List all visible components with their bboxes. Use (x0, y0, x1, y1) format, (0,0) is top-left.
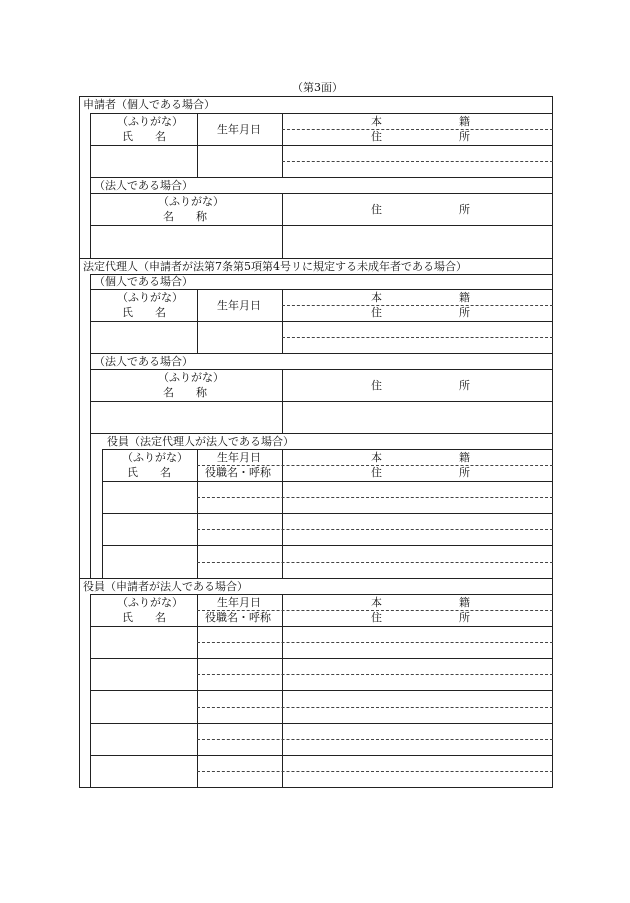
divider (90, 626, 553, 627)
legal-rep-address-label: 住 所 (371, 306, 470, 319)
applicant-heading: 申請者（個人である場合） (83, 98, 215, 111)
divider (90, 594, 553, 595)
applicant-corporate-heading: （法人である場合） (94, 179, 193, 192)
legal-rep-officer-birth-label: 生年月日 (217, 451, 261, 464)
dashed-divider (282, 161, 553, 162)
divider (197, 594, 198, 788)
dashed-divider (197, 529, 553, 530)
legal-rep-corporate-furigana-label: （ふりがな） (158, 371, 224, 384)
divider (90, 690, 553, 691)
applicant-corporate-address-label: 住 所 (371, 203, 470, 216)
divider (90, 225, 553, 226)
divider (90, 723, 553, 724)
divider (90, 658, 553, 659)
applicant-corporate-name-label: 名 称 (163, 210, 207, 223)
dashed-divider (197, 562, 553, 563)
legal-rep-name-label: 氏 名 (122, 306, 166, 319)
dashed-divider (197, 739, 553, 740)
officer-birth-label: 生年月日 (217, 596, 261, 609)
legal-rep-corporate-address-label: 住 所 (371, 379, 470, 392)
officer-title-label: 役職名・呼称 (205, 611, 271, 624)
applicant-furigana-label: （ふりがな） (117, 115, 183, 128)
legal-rep-indent-line (90, 274, 91, 578)
divider (90, 755, 553, 756)
dashed-divider (197, 771, 553, 772)
legal-rep-officer-address-label: 住 所 (371, 466, 470, 479)
officers-indent-line (90, 594, 91, 788)
divider (90, 193, 553, 194)
legal-rep-corporate-name-label: 名 称 (163, 386, 207, 399)
legal-rep-corporate-heading: （法人である場合） (94, 355, 193, 368)
officer-address-label: 住 所 (371, 611, 470, 624)
divider (90, 289, 553, 290)
page-title: （第3面） (292, 81, 343, 94)
officer-name-label: 氏 名 (122, 611, 166, 624)
divider (102, 513, 553, 514)
section-divider (79, 258, 553, 259)
dashed-divider (197, 642, 553, 643)
legal-rep-birth-label: 生年月日 (217, 299, 261, 312)
section-divider (79, 578, 553, 579)
officer-honseki-label: 本 籍 (371, 596, 470, 609)
legal-rep-honseki-label: 本 籍 (371, 291, 470, 304)
divider (102, 449, 553, 450)
legal-rep-officers-heading: 役員（法定代理人が法人である場合） (107, 435, 294, 448)
legal-rep-furigana-label: （ふりがな） (117, 291, 183, 304)
applicant-address-label: 住 所 (371, 130, 470, 143)
divider (90, 433, 553, 434)
legal-rep-individual-heading: （個人である場合） (94, 275, 193, 288)
divider (90, 369, 553, 370)
divider (90, 177, 553, 178)
legal-rep-heading: 法定代理人（申請者が法第7条第5項第4号リに規定する未成年者である場合） (83, 260, 467, 273)
legal-rep-officer-name-label: 氏 名 (127, 466, 171, 479)
divider (90, 353, 553, 354)
applicant-indent-line (90, 113, 91, 258)
officer-furigana-label: （ふりがな） (117, 596, 183, 609)
divider (102, 481, 553, 482)
legal-rep-officer-honseki-label: 本 籍 (371, 451, 470, 464)
legal-rep-officer-furigana-label: （ふりがな） (122, 451, 188, 464)
divider (282, 594, 283, 788)
dashed-divider (282, 337, 553, 338)
divider (102, 545, 553, 546)
divider (90, 113, 553, 114)
applicant-honseki-label: 本 籍 (371, 115, 470, 128)
applicant-birth-label: 生年月日 (217, 123, 261, 136)
dashed-divider (197, 674, 553, 675)
legal-rep-officer-title-label: 役職名・呼称 (205, 466, 271, 479)
officers-heading: 役員（申請者が法人である場合） (83, 580, 248, 593)
divider (90, 401, 553, 402)
divider (90, 321, 553, 322)
dashed-divider (197, 497, 553, 498)
dashed-divider (197, 707, 553, 708)
applicant-corporate-furigana-label: （ふりがな） (158, 195, 224, 208)
applicant-name-label: 氏 名 (122, 130, 166, 143)
divider (90, 145, 553, 146)
